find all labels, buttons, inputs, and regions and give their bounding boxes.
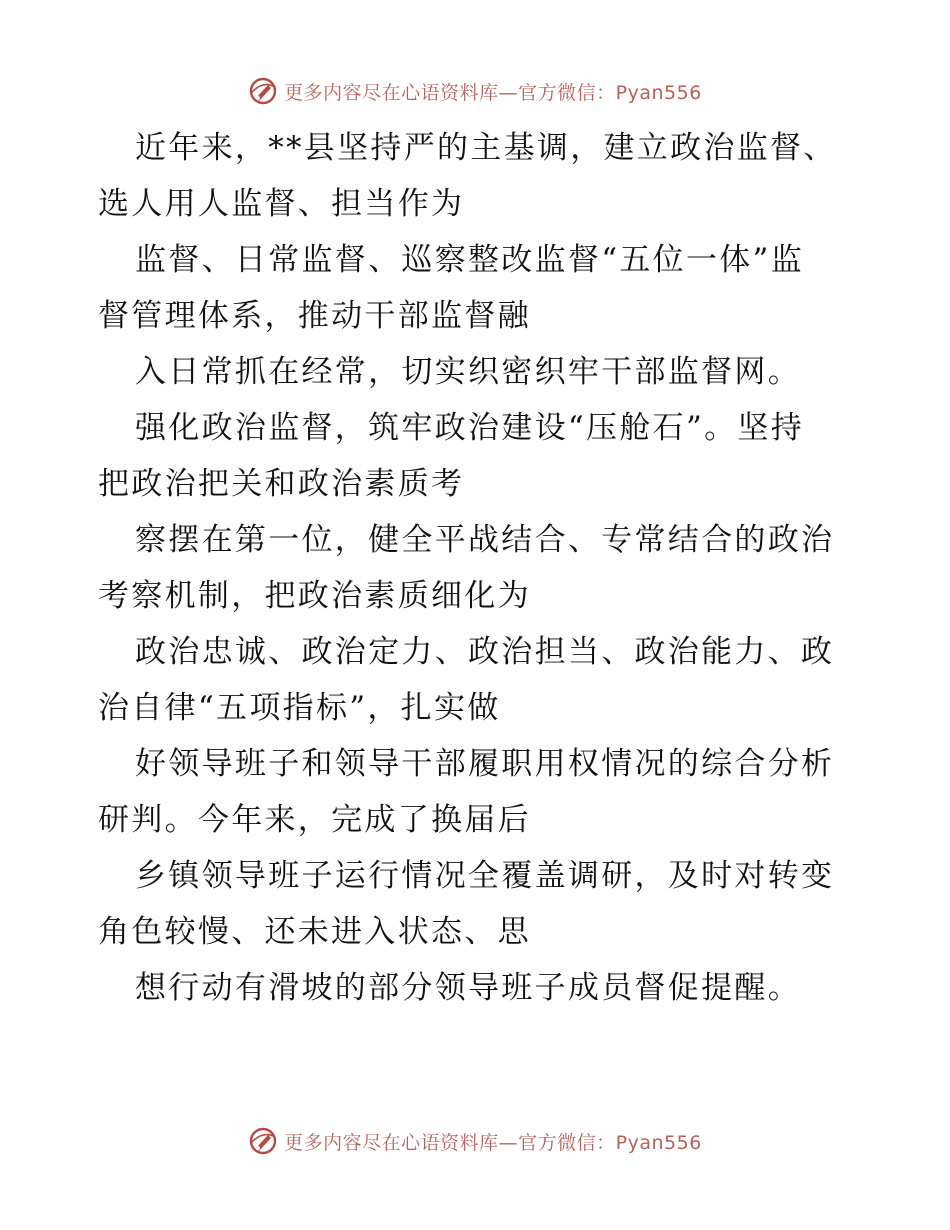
- pen-logo-icon: [248, 76, 278, 106]
- header-watermark-text: 更多内容尽在心语资料库—官方微信：Pyan556: [284, 81, 702, 104]
- paragraph-9: 想行动有滑坡的部分领导班子成员督促提醒。: [135, 970, 801, 1006]
- footer-watermark-text: 更多内容尽在心语资料库—官方微信：Pyan556: [284, 1131, 702, 1154]
- paragraph-7: 好领导班子和领导干部履职用权情况的综合分析 研判。今年来，完成了换届后: [98, 746, 835, 838]
- paragraph-1: 近年来，**县坚持严的主基调，建立政治监督、 选人用人监督、担当作为: [98, 130, 837, 222]
- footer-watermark-banner: [0, 1124, 950, 1158]
- header-watermark-banner: [0, 74, 950, 108]
- paragraph-8: 乡镇领导班子运行情况全覆盖调研，及时对转变 角色较慢、还未进入状态、思: [98, 858, 835, 950]
- document-body: [98, 120, 858, 1016]
- paragraph-6: 政治忠诚、政治定力、政治担当、政治能力、政 治自律“五项指标”，扎实做: [98, 634, 835, 726]
- paragraph-5: 察摆在第一位，健全平战结合、专常结合的政治 考察机制，把政治素质细化为: [98, 522, 835, 614]
- paragraph-2: 监督、日常监督、巡察整改监督“五位一体”监 督管理体系，推动干部监督融: [98, 242, 804, 334]
- pen-logo-icon: [248, 1126, 278, 1156]
- paragraph-3: 入日常抓在经常，切实织密织牢干部监督网。: [135, 354, 801, 390]
- paragraph-4: 强化政治监督，筑牢政治建设“压舱石”。坚持 把政治把关和政治素质考: [98, 410, 804, 502]
